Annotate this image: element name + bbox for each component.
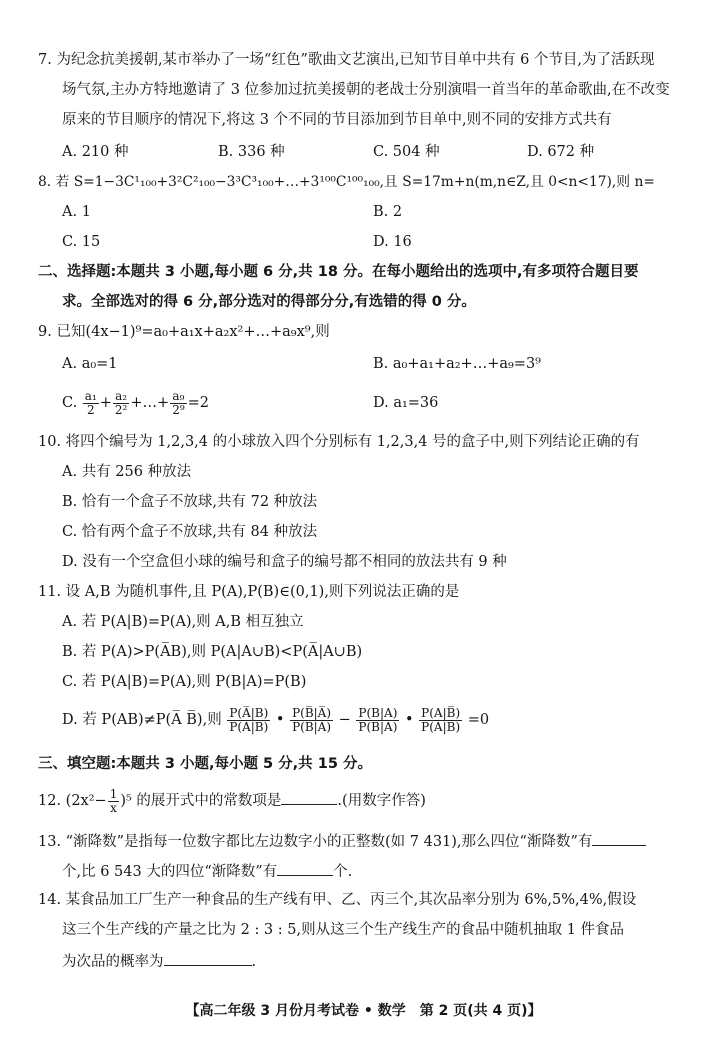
q8-option-c: C. 15: [62, 234, 101, 250]
q12-frac-num: 1: [109, 786, 118, 801]
q11-frac-4: [419, 707, 462, 734]
q7-line3: 原来的节目顺序的情况下,将这 3 个不同的节目添加到节目单中,则不同的安排方式共有: [62, 112, 612, 128]
q13-answer-blank-2[interactable]: [277, 860, 333, 876]
q7-option-a: A. 210 种: [62, 144, 129, 160]
q9-frac-2-num: a₂: [113, 390, 129, 404]
q10-stem: 10. 将四个编号为 1,2,3,4 的小球放入四个分别标有 1,2,3,4 号的盒子中,则下列结论正确的有: [38, 434, 640, 450]
section2-heading-cont: 求。全部选对的得 6 分,部分选对的得部分分,有选错的得 0 分。: [62, 294, 476, 310]
q11-frac-3: [356, 707, 399, 734]
q14-line3-end: .: [251, 954, 257, 970]
q14-line3-text: 为次品的概率为: [62, 954, 164, 970]
q12-answer-blank[interactable]: [281, 789, 337, 805]
q11-frac-2-num: P(B̅|A̅): [292, 705, 332, 720]
q11-frac-2-den: P(B|A̅): [292, 719, 332, 734]
q12-line: [38, 786, 727, 816]
q11-frac-4-den: P(A̅|B̅): [421, 719, 461, 734]
q12-frac: [108, 788, 120, 815]
q9-option-c-end: =2: [187, 395, 210, 411]
q9-option-c-label: C.: [62, 395, 78, 411]
q9-option-c: C. $\frac{\text{a₁}}{2}$ + $\frac{\text{a₂}}{\text{2²}}$ +…+ $\frac{\text{a₉}}{\text{2⁹}}$ =2: [62, 388, 210, 417]
q11-frac-4-num: P(A|B̅): [421, 705, 461, 720]
q9-ellipsis: +…+: [130, 395, 170, 411]
q9-frac-2-den: 2²: [114, 402, 128, 417]
section3-heading: 三、填空题:本题共 3 小题,每小题 5 分,共 15 分。: [38, 756, 372, 772]
q7-line2: 场气氛,主办方特地邀请了 3 位参加过抗美援朝的老战士分别演唱一首当年的革命歌曲,在不改变: [62, 82, 670, 98]
page-footer: 【高二年级 3 月份月考试卷 • 数学 第 2 页(共 4 页)】: [185, 1003, 542, 1019]
q11-stem: 11. 设 A,B 为随机事件,且 P(A),P(B)∈(0,1),则下列说法正确的是: [38, 584, 460, 600]
q13-line2: [62, 860, 727, 882]
q11-dot-2: •: [404, 712, 414, 728]
q10-option-d: D. 没有一个空盒但小球的编号和盒子的编号都不相同的放法共有 9 种: [62, 554, 507, 570]
q11-option-d-prefix: D. 若 P(AB)≠P(A̅ B̅),则: [62, 712, 222, 728]
q11-frac-1-num: P(A̅|B): [229, 705, 269, 720]
q14-line1: 14. 某食品加工厂生产一种食品的生产线有甲、乙、丙三个,其次品率分别为 6%,5%,4%,假设: [38, 892, 637, 908]
q7-option-c: C. 504 种: [373, 144, 440, 160]
q9-frac-1-den: 2: [86, 402, 95, 417]
q14-answer-blank[interactable]: [164, 950, 252, 966]
q11-option-c: C. 若 P(A|B)=P(A),则 P(B|A)=P(B): [62, 674, 307, 690]
q11-option-d: [62, 705, 727, 735]
q12-tail: .(用数字作答): [337, 793, 426, 809]
q10-option-b: B. 恰有一个盒子不放球,共有 72 种放法: [62, 494, 318, 510]
q12-suffix: )⁵ 的展开式中的常数项是: [120, 793, 282, 809]
q8-option-a: A. 1: [62, 204, 91, 220]
q12-prefix: 12. (2x²−: [38, 793, 107, 809]
q13-line2-end: 个.: [333, 864, 353, 880]
q11-minus: −: [338, 712, 351, 728]
q9-frac-1-num: a₁: [84, 388, 97, 403]
q9-stem: 9. 已知(4x−1)⁹=a₀+a₁x+a₂x²+…+a₉x⁹,则: [38, 324, 330, 340]
q7-option-d: D. 672 种: [527, 144, 595, 160]
q11-frac-2: [290, 707, 333, 734]
q7-option-b: B. 336 种: [218, 144, 285, 160]
q7-line1: 7. 为纪念抗美援朝,某市举办了一场“红色”歌曲文艺演出,已知节目单中共有 6 个节目,为了活跃现: [38, 52, 655, 68]
q11-frac-3-den: P(B̅|A): [358, 719, 398, 734]
section2-heading: 二、选择题:本题共 3 小题,每小题 6 分,共 18 分。在每小题给出的选项中,有多项符合题目要: [38, 264, 639, 280]
q11-option-b: B. 若 P(A)>P(A̅B),则 P(A|A∪B)<P(A̅|A∪B): [62, 644, 363, 660]
q10-option-c: C. 恰有两个盒子不放球,共有 84 种放法: [62, 524, 318, 540]
q9-frac-2: [113, 390, 129, 417]
q13-line2-text: 个,比 6 543 大的四位“渐降数”有: [62, 864, 278, 880]
q13-line1: [38, 830, 727, 852]
q9-option-a: A. a₀=1: [62, 356, 118, 372]
q13-line1-text: 13. “渐降数”是指每一位数字都比左边数字小的正整数(如 7 431),那么四位“渐降数”有: [38, 834, 593, 850]
q9-option-b: B. a₀+a₁+a₂+…+a₉=3⁹: [373, 356, 541, 372]
q8-option-b: B. 2: [373, 204, 403, 220]
q13-answer-blank-1[interactable]: [592, 830, 646, 846]
q10-option-a: A. 共有 256 种放法: [62, 464, 192, 480]
q8-stem: 8. 若 S=1−3C¹₁₀₀+3²C²₁₀₀−3³C³₁₀₀+…+3¹⁰⁰C¹⁰⁰₁₀₀,且 S=17m+n(m,n∈Z,且 0<n<17),则 n=: [38, 174, 655, 190]
q11-frac-3-num: P(B|A): [358, 705, 398, 720]
q9-frac-1: [83, 390, 99, 417]
q11-equals-zero: =0: [467, 712, 490, 728]
q9-frac-3: [170, 390, 186, 417]
q9-frac-3-num: a₉: [170, 390, 186, 404]
q11-frac-1-den: P(A|B): [229, 719, 269, 734]
q11-frac-1: [227, 707, 270, 734]
q12-frac-den: x: [110, 800, 117, 815]
q9-frac-3-den: 2⁹: [172, 402, 185, 417]
q9-option-d: D. a₁=36: [373, 395, 439, 411]
q14-line3: [62, 950, 727, 972]
q14-line2: 这三个生产线的产量之比为 2 : 3 : 5,则从这三个生产线生产的食品中随机抽取 1 件食品: [62, 922, 625, 938]
q11-dot-1: •: [275, 712, 285, 728]
q8-option-d: D. 16: [373, 234, 412, 250]
q11-option-a: A. 若 P(A|B)=P(A),则 A,B 相互独立: [62, 614, 304, 630]
